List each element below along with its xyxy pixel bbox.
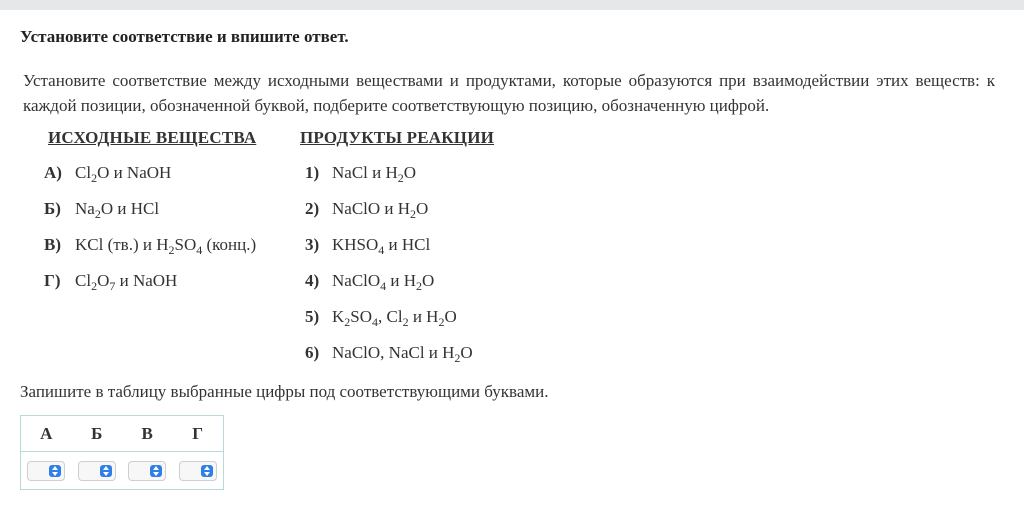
answer-select-g[interactable] bbox=[179, 461, 217, 481]
item-label: А) bbox=[44, 163, 62, 182]
right-item-3: 3) $KHSO_4$ и HCl bbox=[305, 235, 431, 257]
left-column-header: ИСХОДНЫЕ ВЕЩЕСТВА bbox=[48, 128, 257, 147]
item-label: 5) bbox=[305, 307, 320, 326]
item-label: Б) bbox=[44, 199, 61, 218]
select-arrows-icon bbox=[150, 465, 162, 477]
right-item-2: 2) NaClO и $H_2O$ bbox=[305, 199, 429, 221]
answer-letter-v: В bbox=[122, 416, 172, 452]
answer-letter-b: Б bbox=[72, 416, 122, 452]
right-item-6: 6) NaClO, NaCl и $H_2O$ bbox=[305, 343, 473, 365]
answer-select-a[interactable] bbox=[27, 461, 65, 481]
left-item-a: А) $Cl_2O$ и NaOH bbox=[44, 163, 172, 185]
item-label: В) bbox=[44, 235, 61, 254]
right-item-1: 1) NaCl и $H_2O$ bbox=[305, 163, 417, 185]
answer-instruction: Запишите в таблицу выбранные цифры под соответствующими буквами. bbox=[20, 382, 549, 401]
answer-letter-a: А bbox=[21, 416, 72, 452]
right-column-header: ПРОДУКТЫ РЕАКЦИИ bbox=[300, 128, 495, 147]
answer-letter-g: Г bbox=[172, 416, 223, 452]
item-label: 6) bbox=[305, 343, 320, 362]
answer-table bbox=[20, 415, 224, 490]
select-arrows-icon bbox=[201, 465, 213, 477]
question-text: Установите соответствие между исходными веществами и продуктами, которые образуются при взаимодействии этих веществ: к каждой позиции, обозначенной буквой, подберите соответствующую позицию, обозначенную цифрой. bbox=[23, 71, 995, 115]
item-label: 3) bbox=[305, 235, 320, 254]
task-heading: Установите соответствие и впишите ответ. bbox=[20, 27, 349, 46]
left-item-g: Г) $Cl_2O_7$ и NaOH bbox=[44, 271, 178, 293]
answer-select-v[interactable] bbox=[128, 461, 166, 481]
item-label: 2) bbox=[305, 199, 320, 218]
item-label: 1) bbox=[305, 163, 320, 182]
item-label: Г) bbox=[44, 271, 61, 290]
right-item-5: 5) $K_2SO_4$, $Cl_2$ и $H_2O$ bbox=[305, 307, 457, 329]
select-arrows-icon bbox=[100, 465, 112, 477]
left-item-b: Б) $Na_2O$ и HCl bbox=[44, 199, 160, 221]
right-item-4: 4) NaClO$_4$ и $H_2O$ bbox=[305, 271, 435, 293]
left-item-v: В) KCl (тв.) и $H_2SO_4$ (конц.) bbox=[44, 235, 257, 257]
item-label: 4) bbox=[305, 271, 320, 290]
top-bar bbox=[0, 0, 1024, 10]
select-arrows-icon bbox=[49, 465, 61, 477]
answer-select-b[interactable] bbox=[78, 461, 116, 481]
